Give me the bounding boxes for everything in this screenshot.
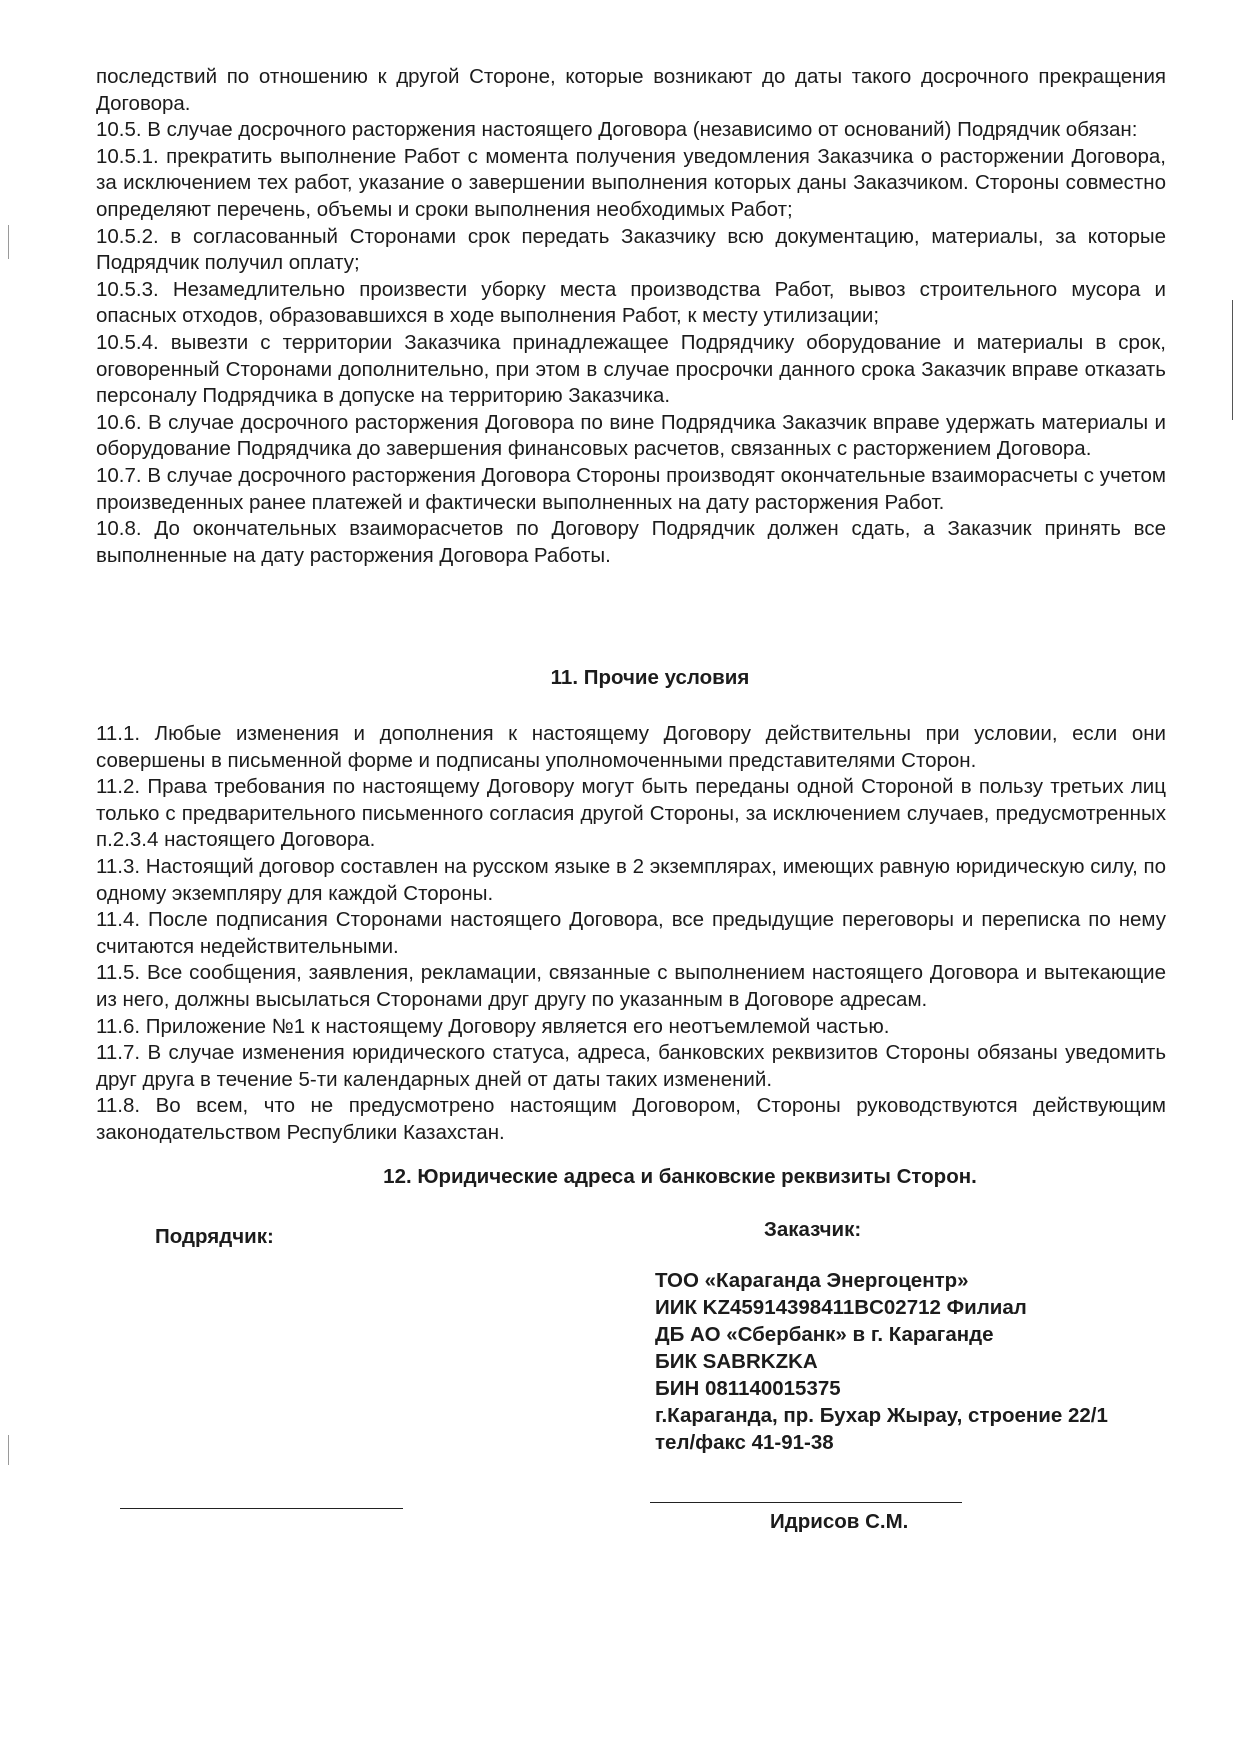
section-11-heading: 11. Прочие условия — [550, 666, 750, 689]
customer-iik: ИИК KZ45914398411BC02712 Филиал — [655, 1296, 1027, 1319]
clause-paragraph: 11.6. Приложение №1 к настоящему Договору является его неотъемлемой частью. — [96, 1014, 890, 1038]
customer-label: Заказчик: — [764, 1218, 862, 1241]
clause-paragraph: 10.5.3. Незамедлительно произвести уборку места производства Работ, вывоз строительного мусора и опасных отходов, образовавшихся в ходе выполнения Работ, к месту утилизации; — [96, 277, 1166, 328]
contractor-signature-line — [120, 1508, 403, 1509]
customer-company-name: ТОО «Караганда Энергоцентр» — [655, 1269, 969, 1292]
clause-paragraph: последствий по отношению к другой Стороне, которые возникают до даты такого досрочного прекращения Договора. — [96, 65, 1166, 115]
customer-bik: БИК SABRKZKA — [655, 1350, 818, 1373]
clause-paragraph: 11.5. Все сообщения, заявления, рекламации, связанные с выполнением настоящего Договора и вытекающие из него, должны высылаться Сторонами друг другу по указанным в Договоре адресам. — [96, 961, 1166, 1011]
clause-paragraph: 10.8. До окончательных взаиморасчетов по Договору Подрядчик должен сдать, а Заказчик принять все выполненные на дату расторжения Договора Работы. — [96, 517, 1166, 567]
customer-signature-line — [650, 1502, 962, 1503]
clause-paragraph: 11.1. Любые изменения и дополнения к настоящему Договору действительны при условии, если они совершены в письменной форме и подписаны уполномоченными представителями Сторон. — [96, 722, 1166, 772]
clause-paragraph: 11.8. Во всем, что не предусмотрено настоящим Договором, Стороны руководствуются действующим законодательством Республики Казахстан. — [96, 1094, 1166, 1144]
clause-paragraph: 11.2. Права требования по настоящему Договору могут быть переданы одной Стороной в пользу третьих лиц только с предварительного письменного согласия другой Стороны, за исключением случаев, предусмотренных п.2.3.4 настоящего Договора. — [96, 775, 1166, 852]
customer-address: г.Караганда, пр. Бухар Жырау, строение 22/1 — [655, 1404, 1108, 1427]
customer-phone-fax: тел/факс 41-91-38 — [655, 1431, 834, 1454]
scan-mark-right — [1232, 300, 1233, 420]
clause-paragraph: 11.7. В случае изменения юридического статуса, адреса, банковских реквизитов Стороны обязаны уведомить друг друга в течение 5-ти календарных дней от даты таких изменений. — [96, 1041, 1166, 1091]
scan-mark-left-lower — [8, 1435, 9, 1465]
clause-paragraph: 10.5.4. вывезти с территории Заказчика принадлежащее Подрядчику оборудование и материалы в срок, оговоренный Сторонами дополнительно, при этом в случае просрочки данного срока Заказчик вправе отказать персоналу Подрядчика в допуске на территорию Заказчика. — [96, 330, 1166, 408]
clause-paragraph: 11.3. Настоящий договор составлен на русском языке в 2 экземплярах, имеющих равную юридическую силу, по одному экземпляру для каждой Стороны. — [96, 854, 1166, 905]
termination-clauses — [96, 64, 1166, 569]
scan-mark-left — [8, 225, 9, 259]
customer-signatory-name: Идрисов С.М. — [770, 1510, 909, 1533]
section-11-clauses — [96, 721, 1166, 1147]
clause-paragraph: 10.7. В случае досрочного расторжения Договора Стороны производят окончательные взаиморасчеты с учетом произведенных ранее платежей и фактически выполненных на дату расторжения Работ. — [96, 463, 1166, 514]
clause-paragraph: 10.5.1. прекратить выполнение Работ с момента получения уведомления Заказчика о расторжении Договора, за исключением тех работ, указание о завершении выполнения которых даны Заказчиком. Стороны совместно определяют перечень, объемы и сроки выполнения необходимых Работ; — [96, 144, 1166, 221]
clause-paragraph: 11.4. После подписания Сторонами настоящего Договора, все предыдущие переговоры и переписка по нему считаются недействительными. — [96, 908, 1166, 958]
customer-bin: БИН 081140015375 — [655, 1377, 841, 1400]
clause-paragraph: 10.5.2. в согласованный Сторонами срок передать Заказчику всю документацию, материалы, за которые Подрядчик получил оплату; — [96, 224, 1166, 275]
section-12-heading: 12. Юридические адреса и банковские реквизиты Сторон. — [383, 1165, 977, 1188]
customer-bank-details — [655, 1267, 1108, 1456]
clause-paragraph: 10.5. В случае досрочного расторжения настоящего Договора (независимо от оснований) Подрядчик обязан: — [96, 118, 1138, 142]
customer-bank: ДБ АО «Сбербанк» в г. Караганде — [655, 1323, 994, 1346]
clause-paragraph: 10.6. В случае досрочного расторжения Договора по вине Подрядчика Заказчик вправе удержать материалы и оборудование Подрядчика до завершения финансовых расчетов, связанных с расторжением Договора. — [96, 410, 1166, 461]
contractor-label: Подрядчик: — [155, 1225, 274, 1248]
